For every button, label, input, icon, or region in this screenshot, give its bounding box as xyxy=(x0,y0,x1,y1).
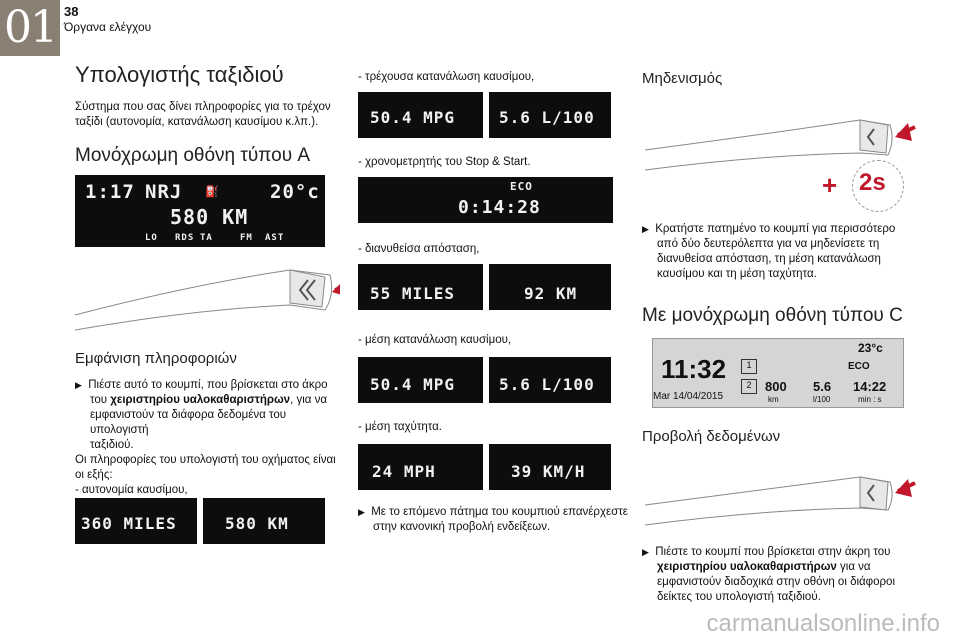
screen-time: 1:17 xyxy=(85,181,135,203)
stop-start-screen: ECO 0:14:28 xyxy=(358,177,613,223)
arrow-bullet-icon: ▶ xyxy=(642,224,649,234)
screen-radio: NRJ xyxy=(145,181,183,203)
subtitle-type-c: Με μονόχρωμη οθόνη τύπου C xyxy=(642,305,903,326)
distance-miles-screen: 55 MILES xyxy=(358,264,483,310)
autonomy-km-screen: 580 KM xyxy=(203,498,325,544)
screen-temp: 20°c xyxy=(270,181,320,203)
arrow-bullet-icon: ▶ xyxy=(75,380,82,390)
footer-watermark: carmanualsonline.info xyxy=(706,610,940,637)
screen-type-c: 11:32 Mar 14/04/2015 1 2 23°c ECO 800 km 5.6 l/100 14:22 min : s xyxy=(652,338,904,408)
subtitle-type-a: Μονόχρωμη οθόνη τύπου A xyxy=(75,145,311,166)
hold-duration: 2s xyxy=(859,169,886,196)
timer-icon xyxy=(852,160,904,212)
plus-icon: + xyxy=(822,170,838,200)
next-press-text: ▶ Με το επόμενο πάτημα του κουμπιού επανέρχεστε στην κανονική προβολή ενδείξεων. xyxy=(358,506,628,533)
subtitle-display: Εμφάνιση πληροφοριών xyxy=(75,350,237,367)
current-consumption-label: - τρέχουσα κατανάλωση καυσίμου, xyxy=(358,71,535,83)
view-stalk-illustration xyxy=(640,455,920,545)
avg-kmh-screen: 39 KM/H xyxy=(489,444,611,490)
page-number: 38 xyxy=(64,4,79,19)
screen-type-a: 1:17 NRJ 20°c ⛽ 580 KM LO RDS TA FM AST xyxy=(75,175,325,247)
avg-mph-screen: 24 MPH xyxy=(358,444,483,490)
avg-l100-screen: 5.6 L/100 xyxy=(489,357,611,403)
section-title: Όργανα ελέγχου xyxy=(64,20,152,34)
current-l100-screen: 5.6 L/100 xyxy=(489,92,611,138)
page-title: Υπολογιστής ταξιδιού xyxy=(75,62,284,87)
screen-range: 580 KM xyxy=(170,205,249,229)
wiper-stalk-illustration xyxy=(70,255,340,335)
stop-start-label: - χρονομετρητής του Stop & Start. xyxy=(358,156,531,168)
avg-speed-label: - μέση ταχύτητα. xyxy=(358,421,442,433)
press-instruction: ▶ Πιέστε αυτό το κουμπί, που βρίσκεται στο άκρο του χειριστηρίου υαλοκαθαριστήρων, για να εμφανιστούν τα διάφορα δεδομένα του υπολογιστή ταξιδιού. Οι πληροφορίες του υπολογιστή του οχήματος είναι οι εξής: - αυτονομία καυσίμου, xyxy=(75,379,336,496)
intro-text: Σύστημα που σας δίνει πληροφορίες για το τρέχον ταξίδι (αυτονομία, κατανάλωση καυσίμου κ.λπ.). xyxy=(75,101,331,128)
distance-km-screen: 92 KM xyxy=(489,264,611,310)
arrow-bullet-icon: ▶ xyxy=(358,507,365,517)
autonomy-miles-screen: 360 MILES xyxy=(75,498,197,544)
avg-consumption-label: - μέση κατανάλωση καυσίμου, xyxy=(358,334,512,346)
current-mpg-screen: 50.4 MPG xyxy=(358,92,483,138)
view-data-text: ▶ Πιέστε το κουμπί που βρίσκεται στην άκρη του χειριστηρίου υαλοκαθαριστήρων για να εμφανιστούν διαδοχικά στην οθόνη οι διάφοροι δείκτες του υπολογιστή ταξιδιού. xyxy=(642,546,896,603)
avg-mpg-screen: 50.4 MPG xyxy=(358,357,483,403)
view-data-title: Προβολή δεδομένων xyxy=(642,428,781,445)
reset-text: ▶ Κρατήστε πατημένο το κουμπί για περισσότερο από δύο δευτερόλεπτα για να μηδενίσετε τη διανυθείσα απόσταση, τη μέση κατανάλωση καυσίμου και τη μέση ταχύτητα. xyxy=(642,223,896,280)
reset-title: Μηδενισμός xyxy=(642,70,723,87)
chapter-tab: 01 xyxy=(0,0,60,56)
autonomy-icon: ⛽ xyxy=(205,185,220,198)
arrow-bullet-icon: ▶ xyxy=(642,547,649,557)
distance-label: - διανυθείσα απόσταση, xyxy=(358,243,480,255)
